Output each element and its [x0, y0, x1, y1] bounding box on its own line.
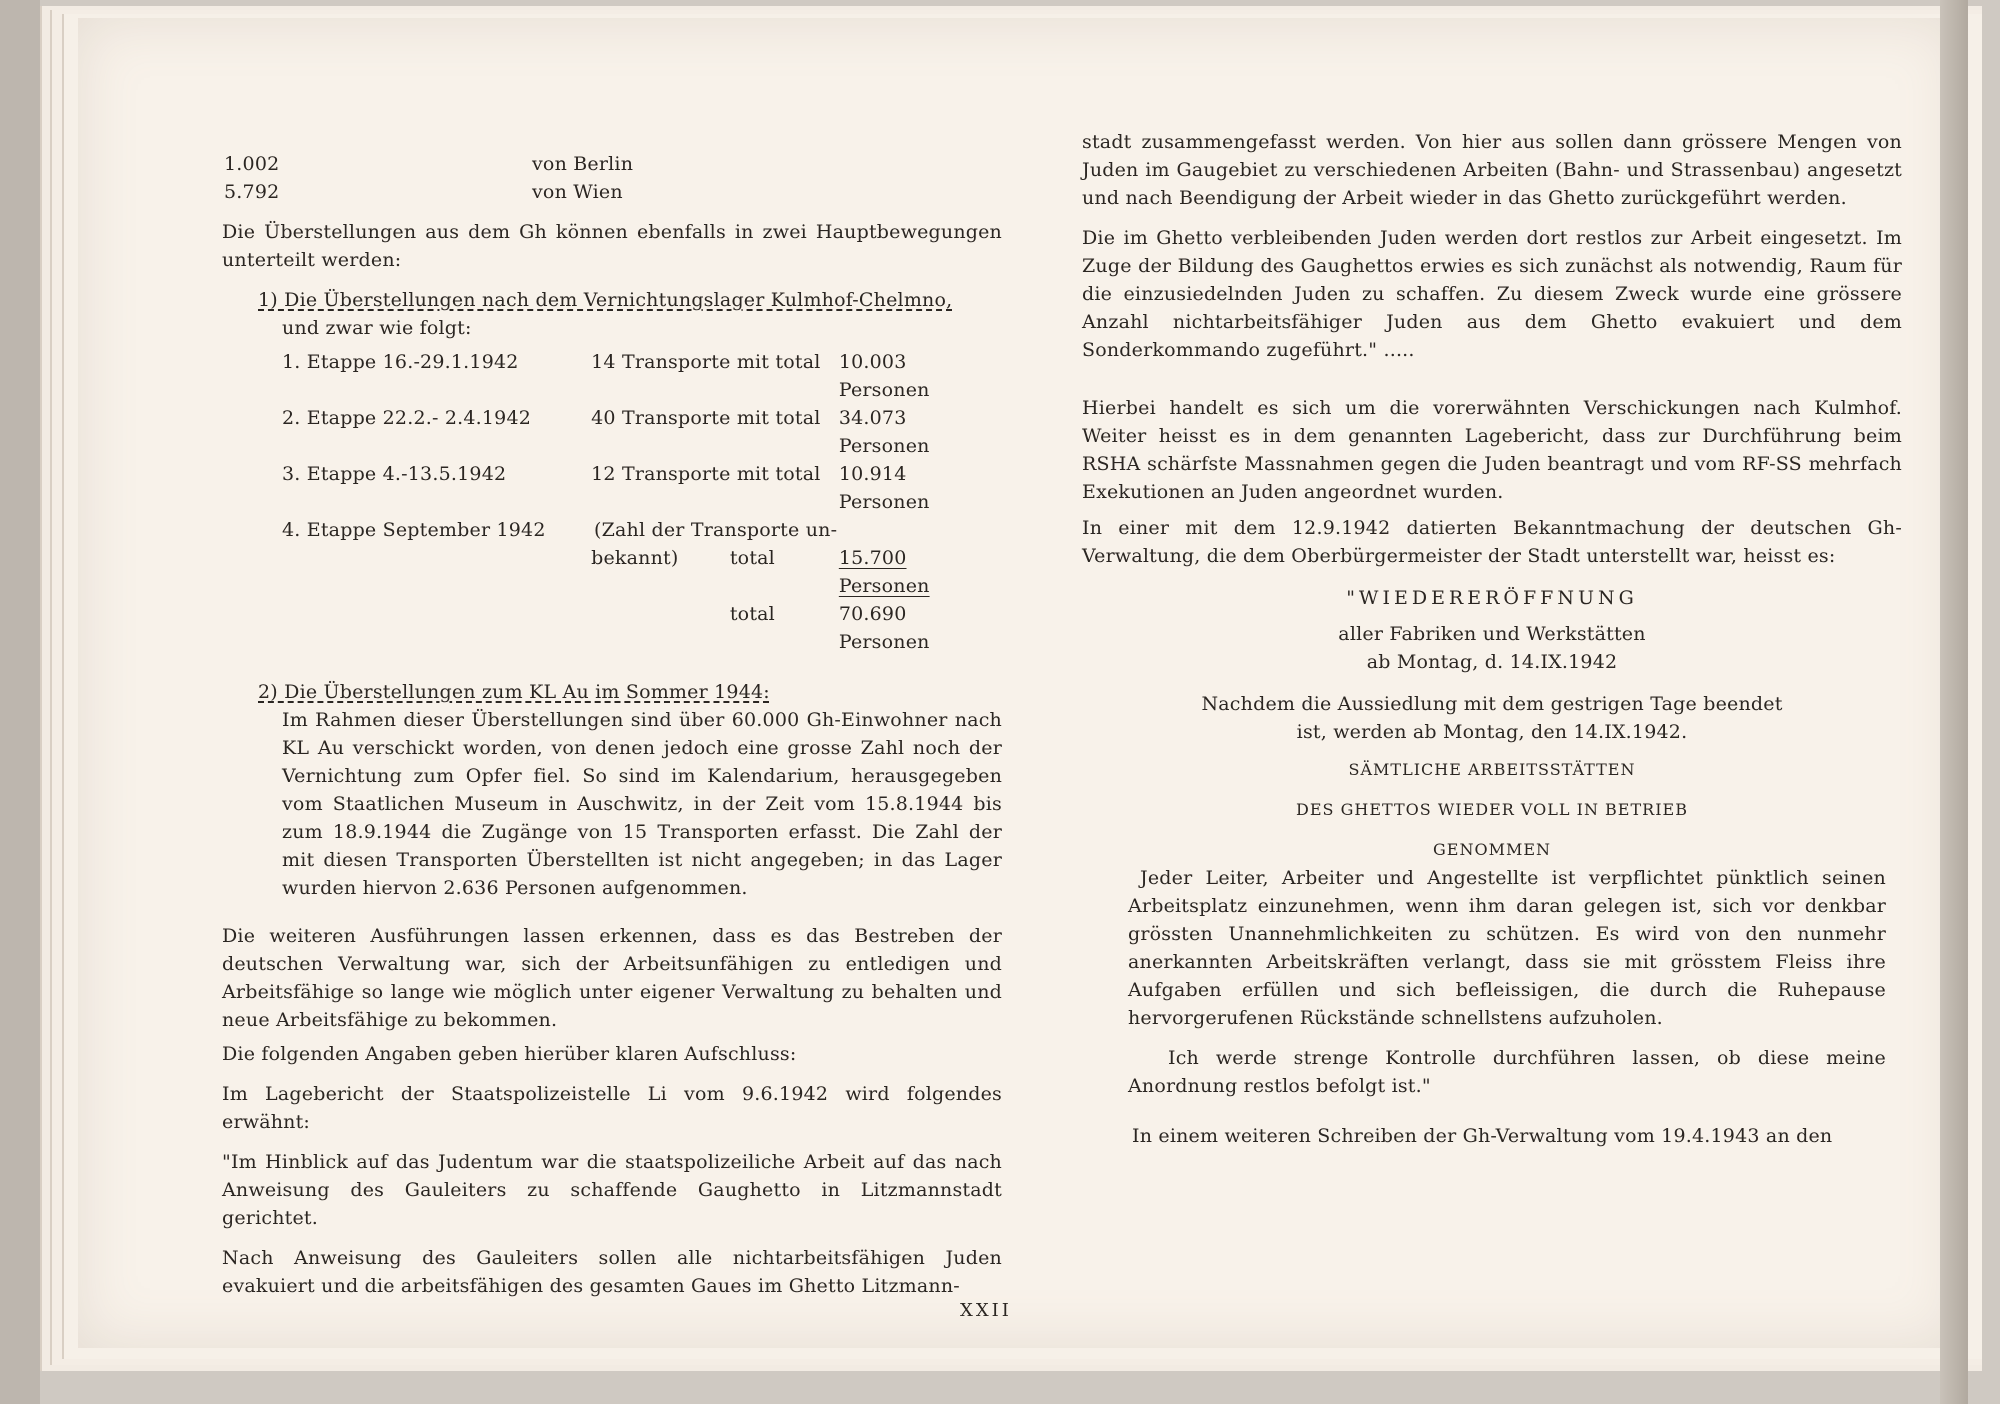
city-number: 1.002 — [224, 153, 280, 175]
grand-total-row — [282, 600, 1002, 656]
paragraph-bekanntmachung: In einer mit dem 12.9.1942 datierten Bekanntmachung der deutschen Gh-Verwaltung, die dem Oberbürgermeister der Stadt unterstellt war, heisst es: — [1082, 517, 1902, 567]
etappe4-total: 15.700 Personen — [838, 547, 930, 597]
notice-para-1a: Nachdem die Aussiedlung mit dem gestrigen Tage beendet — [1201, 693, 1783, 715]
quote-paragraph-2: Nach Anweisung des Gauleiters sollen alle nichtarbeitsfähigen Juden evakuiert und die arbeitsfähigen des gesamten Gaues im Ghetto Litzmann- — [222, 1247, 1002, 1297]
notice-line-2: aller Fabriken und Werkstätten — [1338, 623, 1646, 645]
paragraph-folgenden: Die folgenden Angaben geben hierüber klaren Aufschluss: — [222, 1043, 797, 1065]
notice-title: "WIEDERERÖFFNUNG — [1346, 587, 1638, 609]
section2-body: Im Rahmen dieser Überstellungen sind über 60.000 Gh-Einwohner nach KL Au verschickt worden, von denen jedoch eine grosse Zahl noch der Vernichtung zum Opfer fiel. So sind im Kalendarium, herausgegeben vom Staatlichen Museum in Auschwitz, in der Zeit vom 15.8.1944 bis zum 18.9.1944 die Zugänge von 15 Transporten erfasst. Die Zahl der mit diesen Transporten Überstellten ist nicht angegeben; in das Lager wurden hiervon 2.636 Personen aufgenommen. — [282, 709, 1002, 899]
etappe-label: 4. Etappe September 1942 — [282, 519, 546, 541]
notice-block — [1082, 584, 1902, 1100]
etappe-count: 10.914 Personen — [838, 463, 930, 513]
paragraph-weiteren: Die weiteren Ausführungen lassen erkennen, dass es das Bestreben der deutschen Verwaltung war, sich der Arbeitsunfähigen zu entledigen und Arbeitsfähige so lange wie möglich unter eigener Verwaltung zu behalten und neue Arbeitsfähige zu bekommen. — [222, 925, 1002, 1031]
city-list — [166, 150, 1002, 206]
paragraph-hierbei: Hierbei handelt es sich um die vorerwähnten Verschickungen nach Kulmhof. Weiter heisst es in dem genannten Lagebericht, dass zur Durchführung beim RSHA schärfste Massnahmen gegen die Juden beantragt und vom RF-SS mehrfach Exekutionen an Juden angeordnet wurden. — [1082, 397, 1902, 503]
etappe-count: 34.073 Personen — [838, 407, 930, 457]
section1-heading: 1) Die Überstellungen nach dem Vernichtungslager Kulmhof-Chelmno, — [258, 289, 953, 311]
notice-caps-2: DES GHETTOS WIEDER VOLL IN BETRIEB — [1296, 800, 1688, 819]
grand-total-label: total — [729, 603, 775, 625]
city-label: von Wien — [532, 181, 623, 203]
etappe4-total-label: total — [729, 547, 775, 569]
notice-line-3: ab Montag, d. 14.IX.1942 — [1366, 651, 1618, 673]
left-column — [222, 150, 1002, 1300]
notice-caps-3: GENOMMEN — [1432, 840, 1552, 859]
paragraph-lagebericht: Im Lagebericht der Staatspolizeistelle Li vom 9.6.1942 wird folgendes erwähnt: — [222, 1083, 1002, 1133]
etappe4-cont: bekannt) — [591, 547, 679, 569]
etappe-row — [282, 460, 1002, 516]
city-label: von Berlin — [532, 153, 634, 175]
section1-sub: und zwar wie folgt: — [282, 317, 472, 339]
etappe-transports: 12 Transporte mit total — [591, 463, 821, 485]
etappe-count: 10.003 Personen — [838, 351, 930, 401]
notice-para-3: Ich werde strenge Kontrolle durchführen lassen, ob diese meine Anordnung restlos befolgt ist." — [1128, 1047, 1886, 1097]
city-row — [166, 150, 1002, 178]
quote-continuation: stadt zusammengefasst werden. Von hier aus sollen dann grössere Mengen von Juden im Gaugebiet zu verschiedenen Arbeiten (Bahn- und Strassenbau) angesetzt und nach Beendigung der Arbeit wieder in das Ghetto zurückgeführt werden. — [1082, 131, 1902, 209]
etappe-transports: (Zahl der Transporte un- — [594, 519, 838, 541]
grand-total: 70.690 Personen — [838, 603, 930, 653]
etappe-label: 3. Etappe 4.-13.5.1942 — [282, 463, 507, 485]
etappe-row — [282, 404, 1002, 460]
book-edge-left — [0, 0, 40, 1404]
quote-paragraph-1: "Im Hinblick auf das Judentum war die staatspolizeiliche Arbeit auf das nach Anweisung des Gauleiters zu schaffende Gaughetto in Litzmannstadt gerichtet. — [222, 1151, 1002, 1229]
page-number: XXII — [960, 1300, 1012, 1321]
city-number: 5.792 — [224, 181, 280, 203]
intro-paragraph: Die Überstellungen aus dem Gh können ebenfalls in zwei Hauptbewegungen unterteilt werden: — [222, 221, 1002, 271]
notice-para-2: Jeder Leiter, Arbeiter und Angestellte ist verpflichtet pünktlich seinen Arbeitsplatz einzunehmen, wenn ihm daran gelegen ist, sich vor denkbar grössten Unannehmlichkeiten zu schützen. Es wird von den nunmehr anerkannten Arbeitskräften verlangt, dass sie mit grösstem Fleiss ihre Aufgaben erfüllen und sich befleissigen, die durch die Ruhepause hervorgerufenen Rückstände schnellstens aufzuholen. — [1128, 867, 1886, 1029]
etappe-label: 1. Etappe 16.-29.1.1942 — [282, 351, 519, 373]
city-row — [166, 178, 1002, 206]
section2-heading: 2) Die Überstellungen zum KL Au im Sommer 1944: — [258, 681, 770, 703]
etappe-row — [282, 516, 1002, 544]
etappe-transports: 14 Transporte mit total — [591, 351, 821, 373]
etappe-table — [222, 348, 1002, 656]
paragraph-schreiben: In einem weiteren Schreiben der Gh-Verwaltung vom 19.4.1943 an den — [1132, 1125, 1833, 1147]
quote-paragraph-3: Die im Ghetto verbleibenden Juden werden dort restlos zur Arbeit eingesetzt. Im Zuge der Bildung des Gaughettos erwies es sich zunächst als notwendig, Raum für die einzusiedelnden Juden zu schaffen. Zu diesem Zweck wurde eine grössere Anzahl nichtarbeitsfähiger Juden aus dem Ghetto evakuiert und dem Sonderkommando zugeführt." ..... — [1082, 227, 1902, 361]
etappe4-total-row — [282, 544, 1002, 600]
etappe-label: 2. Etappe 22.2.- 2.4.1942 — [282, 407, 532, 429]
notice-para-1b: ist, werden ab Montag, den 14.IX.1942. — [1296, 721, 1688, 743]
etappe-row — [282, 348, 1002, 404]
right-column — [1082, 128, 1902, 1150]
book-binding — [1940, 0, 1968, 1404]
etappe-transports: 40 Transporte mit total — [591, 407, 821, 429]
notice-caps-1: SÄMTLICHE ARBEITSSTÄTTEN — [1348, 760, 1636, 779]
